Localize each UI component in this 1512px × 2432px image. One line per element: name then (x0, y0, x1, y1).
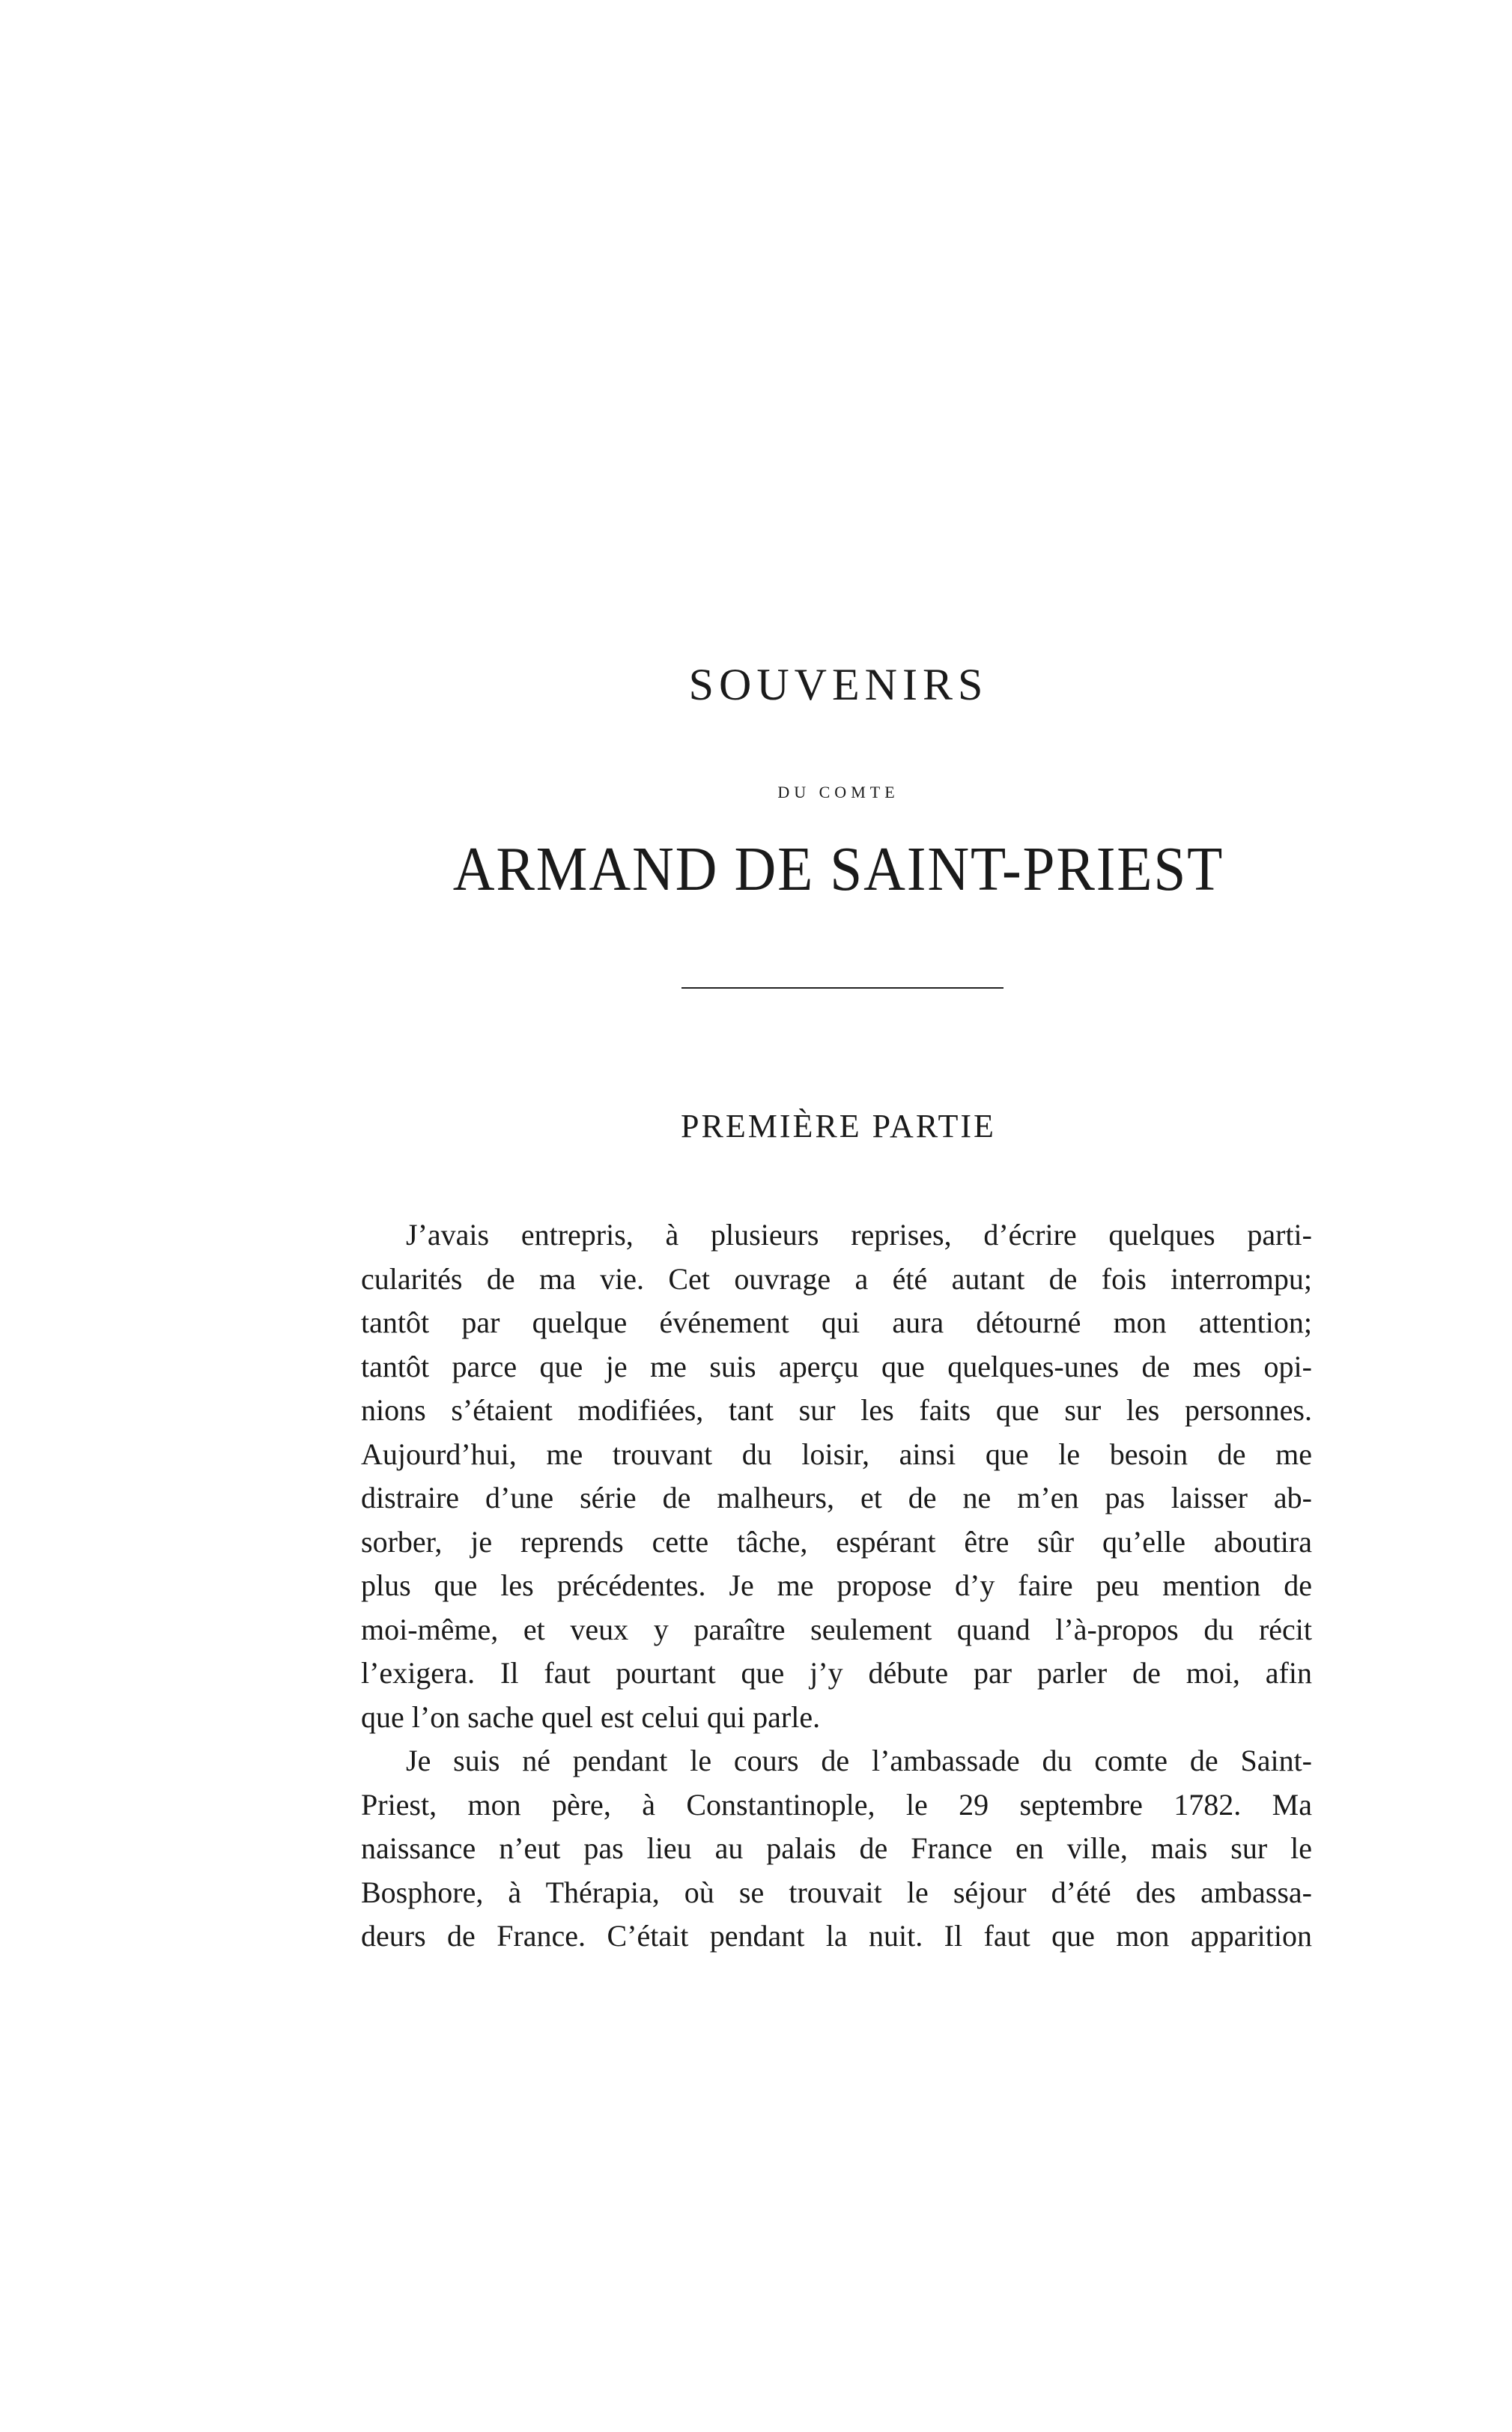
part-heading: PREMIÈRE PARTIE (681, 1108, 996, 1144)
text-line: naissance n’eut pas lieu au palais de France en ville, mais sur le (361, 1831, 1312, 1865)
body-text (361, 1213, 1312, 1959)
text-line: sorber, je reprends cette tâche, espérant être sûr qu’elle aboutira (361, 1524, 1312, 1559)
text-line: deurs de France. C’était pendant la nuit. Il faut que mon apparition (361, 1919, 1312, 1953)
text-line: Priest, mon père, à Constantinople, le 29 septembre 1782. Ma (361, 1787, 1312, 1822)
text-line: plus que les précédentes. Je me propose d’y faire peu mention de (361, 1568, 1312, 1602)
book-title: SOUVENIRS (688, 660, 989, 709)
book-subtitle: DU COMTE (777, 783, 899, 801)
text-line: Bosphore, à Thérapia, où se trouvait le séjour d’été des ambassa- (361, 1875, 1312, 1909)
text-line: Aujourd’hui, me trouvant du loisir, ainsi que le besoin de me (361, 1437, 1312, 1471)
text-line: distraire d’une série de malheurs, et de ne m’en pas laisser ab- (361, 1481, 1312, 1514)
text-line: moi-même, et veux y paraître seulement quand l’à-propos du récit (361, 1612, 1312, 1646)
text-line: tantôt par quelque événement qui aura détourné mon attention; (361, 1306, 1312, 1339)
text-line: que l’on sache quel est celui qui parle. (361, 1699, 821, 1734)
text-line: tantôt parce que je me suis aperçu que quelques-unes de mes opi- (361, 1349, 1312, 1383)
author-name-title: ARMAND DE SAINT-PRIEST (452, 834, 1224, 904)
text-line: nions s’étaient modifiées, tant sur les faits que sur les personnes. (361, 1393, 1312, 1427)
text-line: Je suis né pendant le cours de l’ambassade du comte de Saint- (406, 1744, 1312, 1777)
title-divider-rule (681, 987, 1004, 989)
text-line: l’exigera. Il faut pourtant que j’y débute par parler de moi, afin (361, 1656, 1312, 1690)
text-line: J’avais entrepris, à plusieurs reprises, d’écrire quelques parti- (406, 1218, 1312, 1252)
text-line: cularités de ma vie. Cet ouvrage a été autant de fois interrompu; (361, 1261, 1312, 1296)
